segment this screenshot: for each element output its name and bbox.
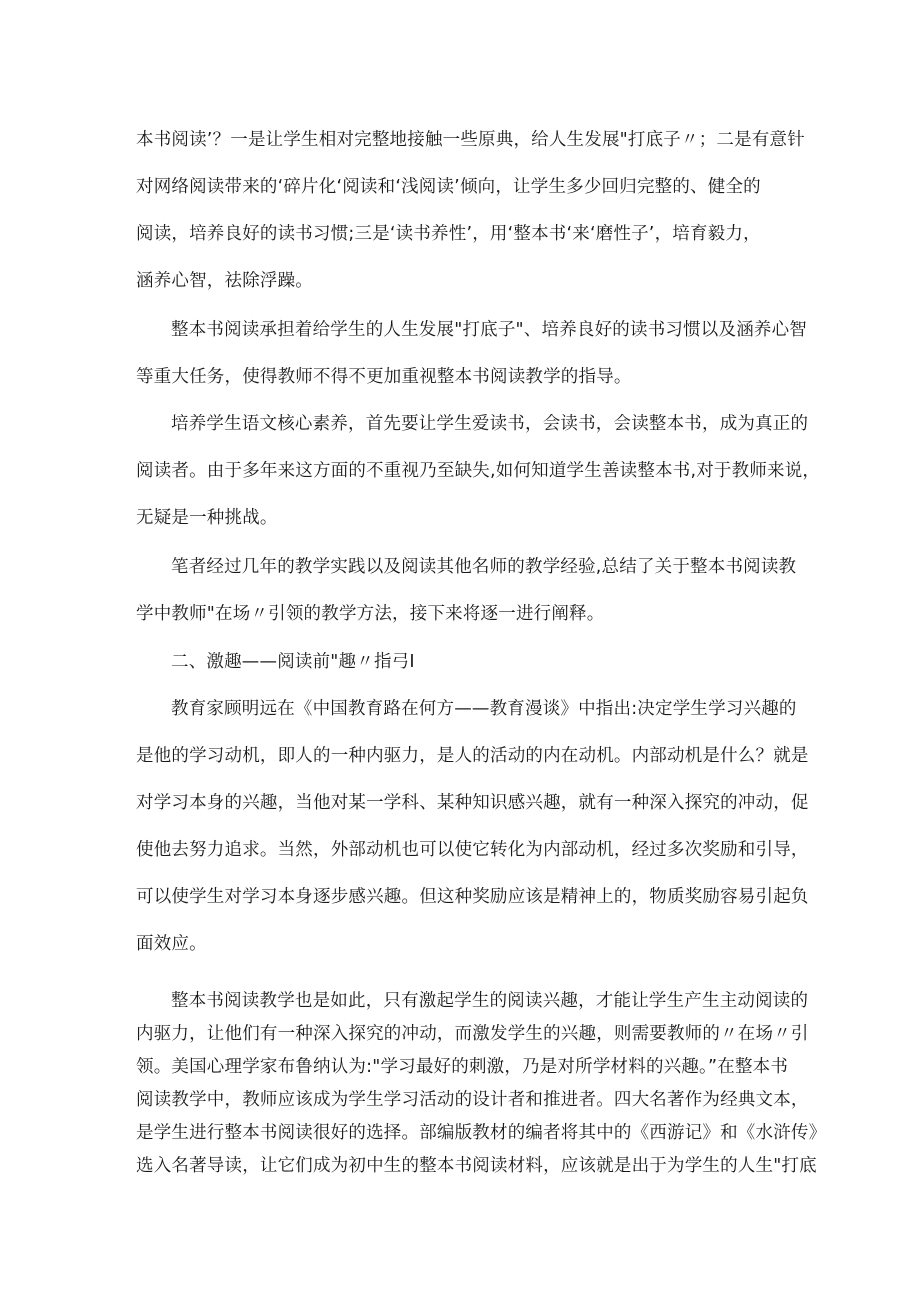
text-line: 教育家顾明远在《中国教育路在何方——教育漫谈》中指出:决定学生学习兴趣的 [171, 699, 797, 719]
text-line: 学中教师"在场〃引领的教学方法，接下来将逐一进行阐释。 [136, 604, 605, 624]
text-line: 面效应。 [136, 934, 207, 954]
paragraph-tasks [136, 307, 808, 401]
text-line: 内驱力，让他们有一种深入探究的冲动，而激发学生的兴趣，则需要教师的〃在场〃引 [136, 1024, 809, 1044]
text-line: 培养学生语文核心素养，首先要让学生爱读书，会读书，会读整本书，成为真正的 [171, 414, 809, 434]
paragraph-literacy [136, 401, 821, 542]
text-line: 领。美国心理学家布鲁纳认为:"学习最好的刺激，乃是对所学材料的兴趣。”在整本书 [136, 1057, 789, 1077]
text-line: 对网络阅读带来的‘碎片化‘阅读和‘浅阅读’倾向，让学生多少回归完整的、健全的 [136, 177, 761, 197]
section-heading [136, 639, 808, 686]
text-line: 整本书阅读承担着给学生的人生发展"打底子"、培养良好的读书习惯以及涵养心智 [171, 320, 807, 340]
text-line: 本书阅读’？一是让学生相对完整地接触一些原典，给人生发展"打底子〃；二是有意针 [136, 130, 805, 150]
text-line: 涵养心智，祛除浮躁。 [136, 271, 313, 291]
text-line: 阅读，培养良好的读书习惯;三是‘读书养性’，用‘整本书‘来‘磨性子’，培育毅力， [136, 224, 761, 244]
text-line: 是他的学习动机，即人的一种内驱力，是人的活动的内在动机。内部动机是什么？就是 [136, 746, 809, 766]
text-line: 阅读者。由于多年来这方面的不重视乃至缺失,如何知道学生善读整本书,对于教师来说， [136, 461, 821, 481]
paragraph-purpose [136, 117, 808, 305]
paragraph-whole-book-teaching [136, 985, 827, 1183]
paragraph-motivation [136, 686, 808, 968]
text-line: 等重大任务，使得教师不得不更加重视整本书阅读教学的指导。 [136, 367, 632, 387]
heading-line: 二、激趣——阅读前"趣〃指弓I [171, 652, 415, 672]
text-line: 可以使学生对学习本身逐步感兴趣。但这种奖励应该是精神上的，物质奖励容易引起负 [136, 887, 809, 907]
paragraph-author-method [136, 544, 808, 638]
text-line: 使他去努力追求。当然，外部动机也可以使它转化为内部动机，经过多次奖励和引导， [136, 840, 809, 860]
text-line: 整本书阅读教学也是如此，只有激起学生的阅读兴趣，才能让学生产生主动阅读的 [171, 991, 809, 1011]
text-line: 阅读教学中，教师应该成为学生学习活动的设计者和推进者。四大名著作为经典文本， [136, 1090, 809, 1110]
text-line: 无疑是一种挑战。 [136, 508, 278, 528]
text-line: 是学生进行整本书阅读很好的选择。部编版教材的编者将其中的《西游记》和《水浒传》 [136, 1123, 827, 1143]
text-line: 对学习本身的兴趣，当他对某一学科、某种知识感兴趣，就有一种深入探究的冲动，促 [136, 793, 809, 813]
text-line: 笔者经过几年的教学实践以及阅读其他名师的教学经验,总结了关于整本书阅读教 [171, 557, 797, 577]
text-line: 选入名著导读，让它们成为初中生的整本书阅读材料，应该就是出于为学生的人生"打底 [136, 1156, 817, 1176]
